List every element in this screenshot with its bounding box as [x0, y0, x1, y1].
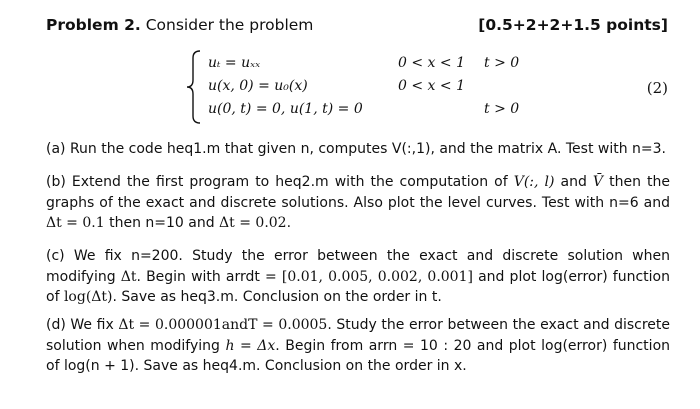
part-c-text-1: (c) We fix n=200. Study the error between the exact and discrete solution when modifying [46, 248, 670, 285]
problem-label: Problem 2. [46, 16, 141, 34]
equation-heat: uₜ = uₓₓ [208, 55, 261, 71]
time-heat: t > 0 [484, 55, 520, 71]
equation-initial: u(x, 0) = u₀(x) [208, 78, 308, 94]
part-c-text-2: . Begin with arrdt = [136, 268, 282, 285]
points-label: [0.5+2+2+1.5 points] [478, 16, 668, 34]
part-b-math-1: V(:, l) [513, 174, 555, 190]
time-boundary: t > 0 [484, 101, 520, 117]
left-brace [185, 50, 203, 124]
part-c-math-3: log(Δt) [63, 289, 113, 305]
part-b-math-4: Δt = 0.02 [219, 215, 287, 231]
part-b-text-4: then n=10 and [104, 215, 220, 231]
part-d-math-2: h = Δx [225, 337, 276, 354]
equation-number: (2) [646, 79, 668, 97]
part-c-text-4: . Save as heq3.m. Conclusion on the order in t. [112, 289, 442, 305]
part-b-text-5: . [286, 215, 292, 231]
domain-initial: 0 < x < 1 [398, 78, 465, 94]
problem-heading [46, 16, 313, 34]
domain-heat: 0 < x < 1 [398, 55, 465, 71]
part-c [46, 246, 670, 308]
part-b-text-2: and [554, 174, 593, 190]
part-b [46, 172, 670, 234]
part-b-math-3: Δt = 0.1 [46, 215, 105, 231]
part-d [46, 315, 670, 377]
part-d-math-1: Δt = 0.000001andT = 0.0005 [118, 317, 328, 333]
part-c-math-2: [0.01, 0.005, 0.002, 0.001] [281, 268, 473, 285]
part-c-math-1: Δt [120, 268, 137, 285]
part-d-text-1: (d) We fix [46, 317, 119, 333]
part-a-text: (a) Run the code heq1.m that given n, computes V(:,1), and the matrix A. Test with n=3. [46, 141, 667, 157]
part-c-text-3: and plot log(error) function of [46, 268, 670, 305]
part-d-text-3: . Begin from arrn = 10 : 20 and plot log(error) function of log(n + 1). Save as heq4.m. Conclusion on the order in x. [46, 337, 671, 374]
equation-boundary: u(0, t) = 0, u(1, t) = 0 [208, 101, 363, 117]
part-b-text-1: (b) Extend the first program to heq2.m with the computation of [46, 174, 514, 190]
part-d-text-2: . Study the error between the exact and discrete solution when modifying [46, 317, 671, 354]
part-a [46, 139, 670, 160]
part-b-math-2: V̄ [592, 174, 604, 190]
part-b-text-3: then the graphs of the exact and discrete solutions. Also plot the level curves. Test with n=6 and [46, 174, 670, 211]
problem-intro: Consider the problem [140, 16, 314, 34]
